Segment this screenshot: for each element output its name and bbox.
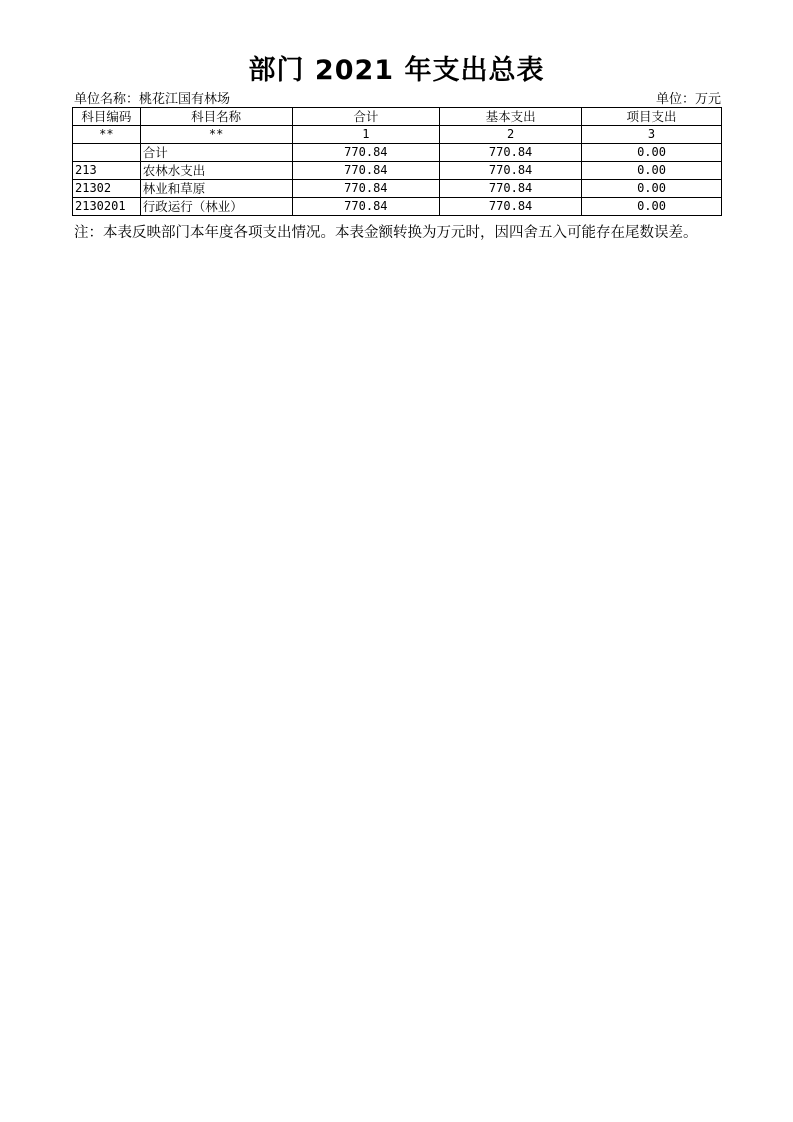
row-basic: 770.84 [440, 198, 582, 216]
row-project: 0.00 [582, 144, 722, 162]
row-basic: 770.84 [440, 162, 582, 180]
index-cell: 2 [440, 126, 582, 144]
row-basic: 770.84 [440, 144, 582, 162]
row-name: 行政运行（林业） [140, 198, 292, 216]
row-code: 213 [73, 162, 141, 180]
expenditure-table [72, 107, 722, 216]
index-cell: 1 [292, 126, 440, 144]
row-code: 2130201 [73, 198, 141, 216]
table-row [73, 162, 722, 180]
index-cell: ** [73, 126, 141, 144]
page-title: 部门 2021 年支出总表 [248, 55, 545, 86]
table-row [73, 198, 722, 216]
row-total: 770.84 [292, 162, 440, 180]
unit-label: 单位：万元 [655, 92, 721, 107]
row-basic: 770.84 [440, 180, 582, 198]
table-row [73, 180, 722, 198]
table-row [73, 144, 722, 162]
header-code: 科目编码 [73, 108, 141, 126]
row-project: 0.00 [582, 180, 722, 198]
row-project: 0.00 [582, 198, 722, 216]
row-name: 农林水支出 [140, 162, 292, 180]
row-total: 770.84 [292, 144, 440, 162]
row-total: 770.84 [292, 198, 440, 216]
footnote: 注：本表反映部门本年度各项支出情况。本表金额转换为万元时，因四舍五入可能存在尾数误差。 [74, 225, 698, 241]
row-code: 21302 [73, 180, 141, 198]
header-total: 合计 [292, 108, 440, 126]
header-basic: 基本支出 [440, 108, 582, 126]
index-cell: ** [140, 126, 292, 144]
row-project: 0.00 [582, 162, 722, 180]
table-header-row [73, 108, 722, 126]
row-name: 合计 [140, 144, 292, 162]
unit-name: 单位名称：桃花江国有林场 [74, 92, 231, 107]
header-project: 项目支出 [582, 108, 722, 126]
index-cell: 3 [582, 126, 722, 144]
header-name: 科目名称 [140, 108, 292, 126]
row-total: 770.84 [292, 180, 440, 198]
index-row [73, 126, 722, 144]
row-name: 林业和草原 [140, 180, 292, 198]
row-code [73, 144, 141, 162]
